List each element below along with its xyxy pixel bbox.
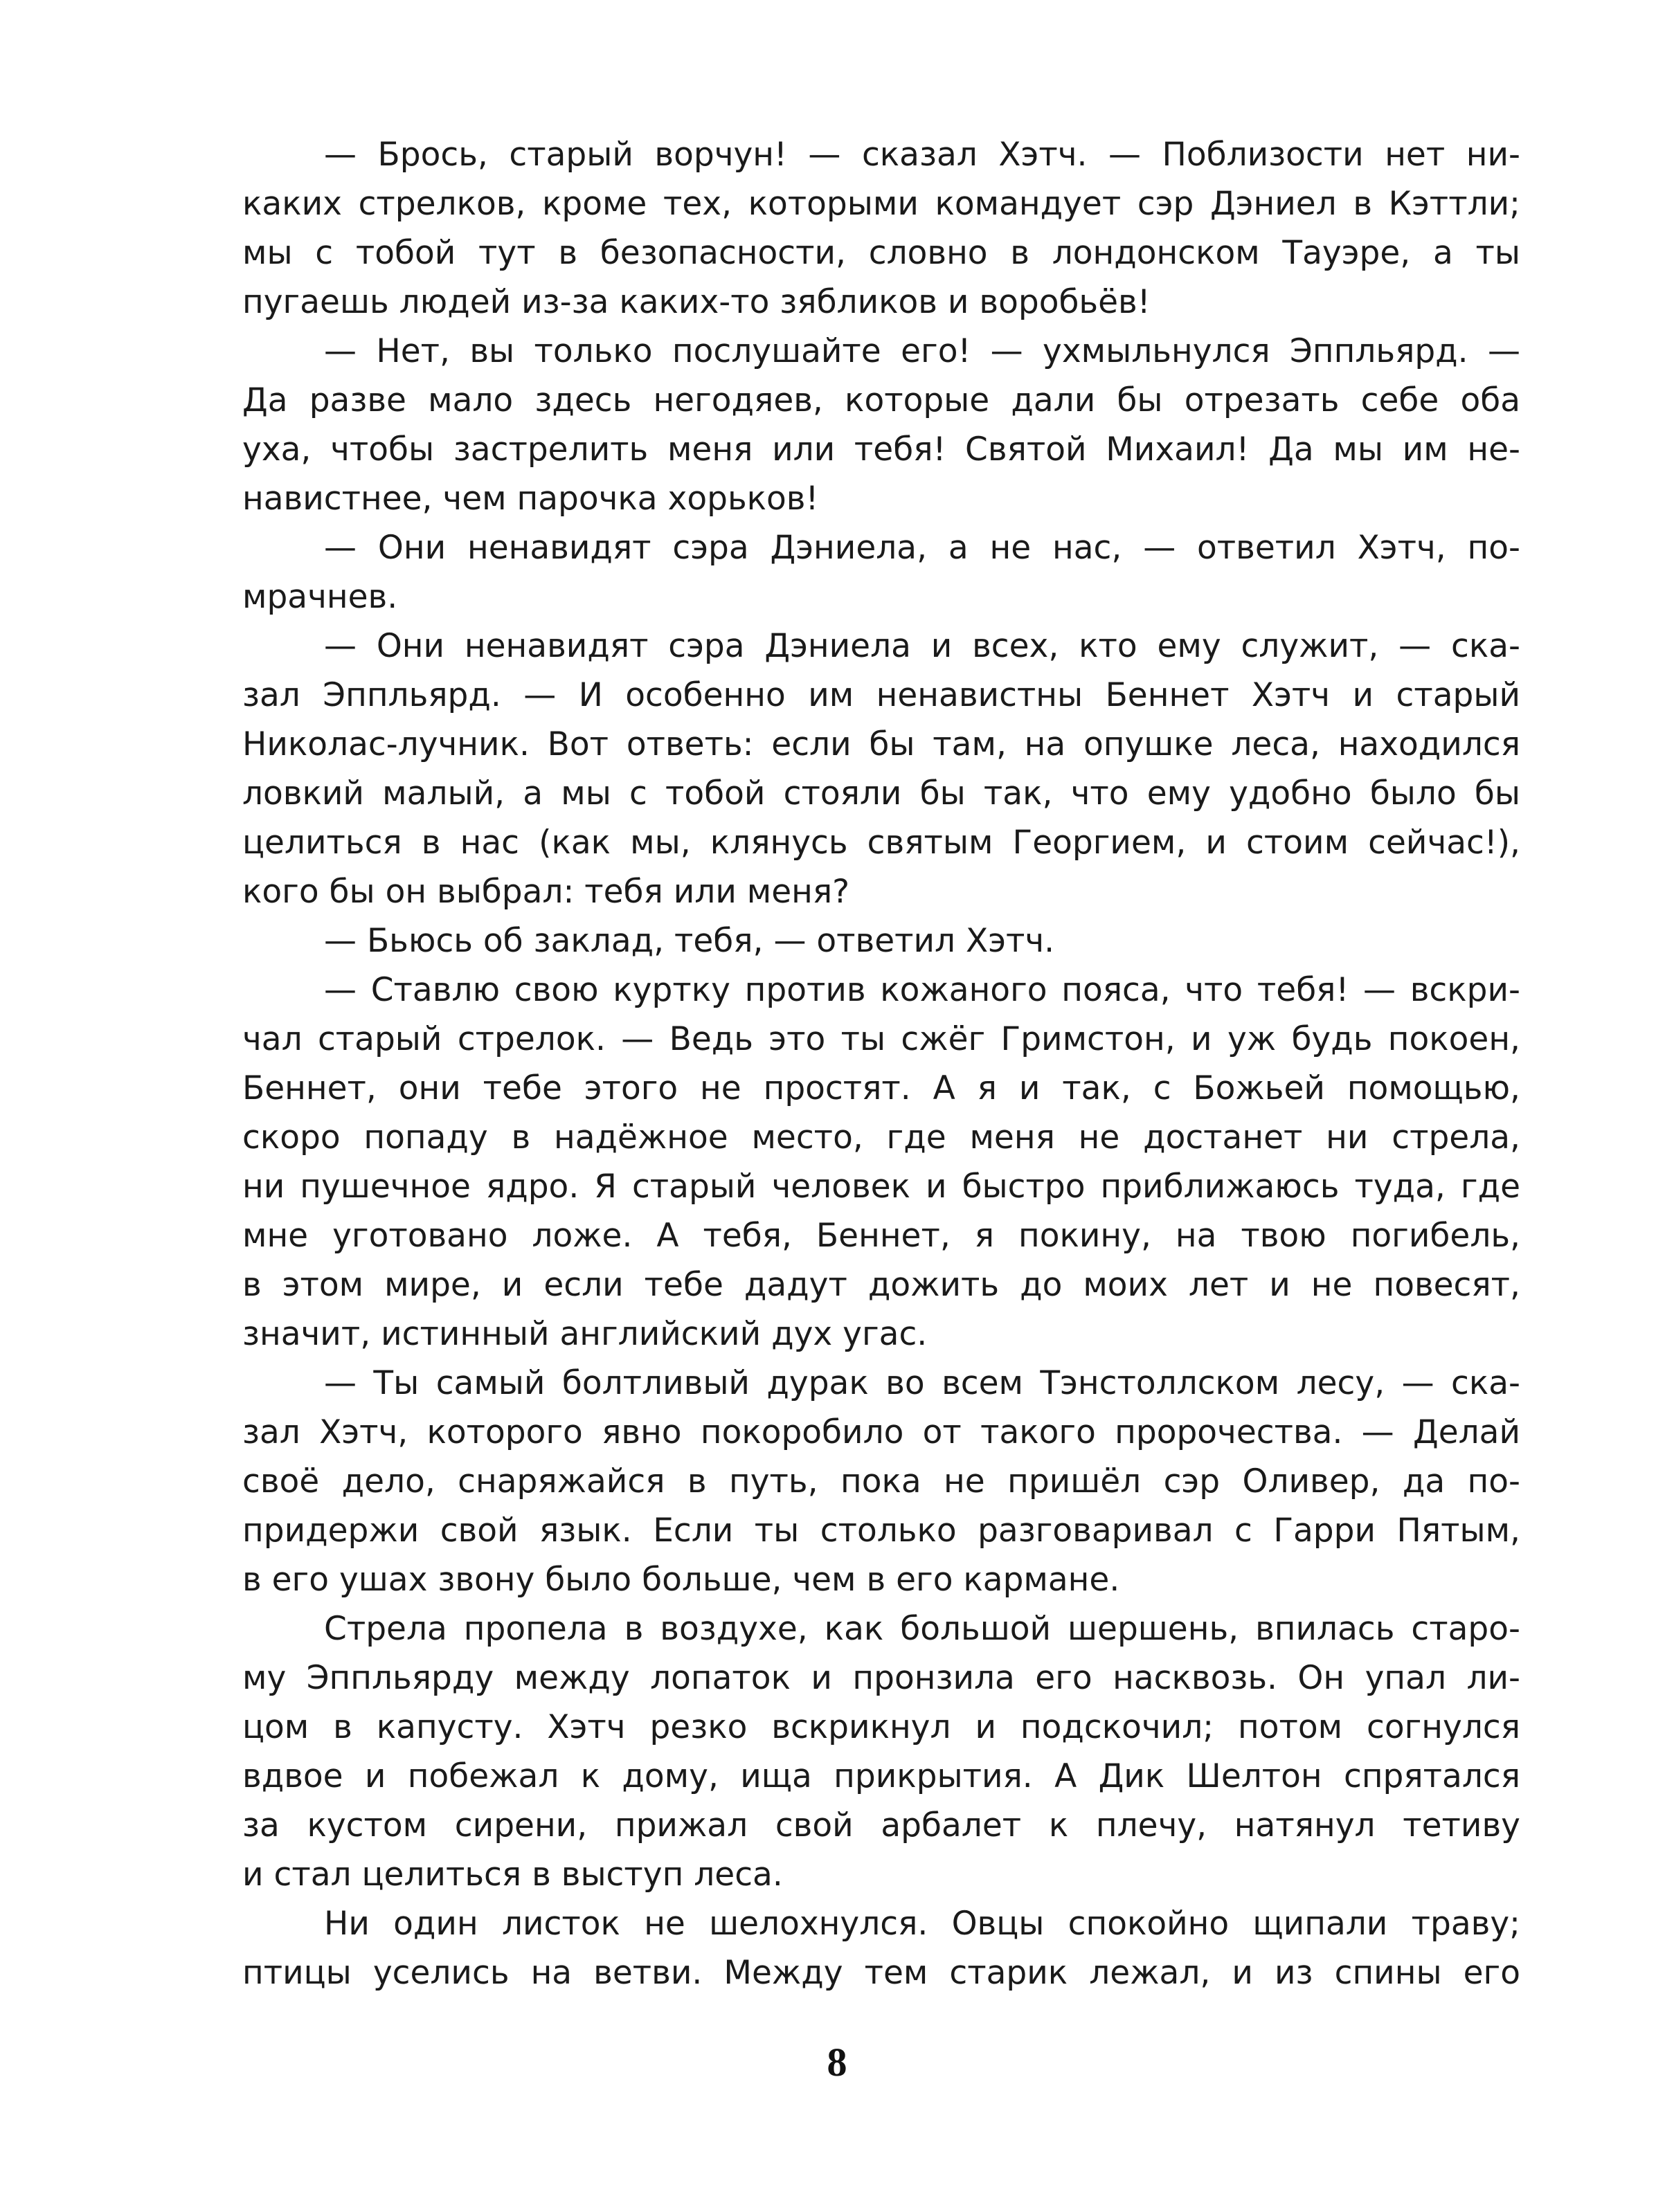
page-number: 8 [827,2040,847,2085]
text-line: мы с тобой тут в безопасности, словно в лондонском Тауэре, а ты [242,234,1520,272]
text-line: — Нет, вы только послушайте его! — ухмыльнулся Эппльярд. — [324,332,1520,370]
text-line: зал Хэтч, которого явно покоробило от такого пророчества. — Делай [242,1413,1520,1451]
paragraph [242,966,1520,1359]
text-line: придержи свой язык. Если ты столько разговаривал с Гарри Пятым, [242,1512,1520,1550]
text-line: птицы уселись на ветви. Между тем старик лежал, и из спины его [242,1954,1520,1992]
text-line: вдвое и побежал к дому, ища прикрытия. А Дик Шелтон спрятался [242,1757,1520,1795]
paragraph [242,916,1520,966]
paragraph [242,327,1520,523]
text-line: Стрела пропела в воздухе, как большой шершень, впилась старо- [324,1610,1520,1648]
text-line: целиться в нас (как мы, клянусь святым Георгием, и стоим сейчас!), [242,824,1520,862]
text-line: чал старый стрелок. — Ведь это ты сжёг Гримстон, и уж будь покоен, [242,1020,1520,1058]
text-line: и стал целиться в выступ леса. [242,1856,783,1894]
text-line: — Они ненавидят сэра Дэниела и всех, кто ему служит, — ска- [324,627,1520,665]
text-line: скоро попаду в надёжное место, где меня не достанет ни стрела, [242,1118,1520,1157]
text-line: ни пушечное ядро. Я старый человек и быстро приближаюсь туда, где [242,1168,1520,1206]
text-line: — Ставлю свою куртку против кожаного пояса, что тебя! — вскри- [324,971,1520,1009]
paragraph [242,1604,1520,1899]
text-line: — Ты самый болтливый дурак во всем Тэнстоллском лесу, — ска- [324,1364,1520,1402]
text-line: — Они ненавидят сэра Дэниела, а не нас, — ответил Хэтч, по- [324,529,1520,567]
paragraph [242,130,1520,327]
text-line: своё дело, снаряжайся в путь, пока не пришёл сэр Оливер, да по- [242,1462,1520,1501]
text-line: Да разве мало здесь негодяев, которые дали бы отрезать себе оба [242,381,1520,419]
text-line: мне уготовано ложе. А тебя, Беннет, я покину, на твою погибель, [242,1217,1520,1255]
text-line: в этом мире, и если тебе дадут дожить до моих лет и не повесят, [242,1266,1520,1304]
text-line: цом в капусту. Хэтч резко вскрикнул и подскочил; потом согнулся [242,1708,1520,1746]
text-line: зал Эппльярд. — И особенно им ненавистны Беннет Хэтч и старый [242,676,1520,714]
text-line: кого бы он выбрал: тебя или меня? [242,873,850,911]
text-line: ловкий малый, а мы с тобой стояли бы так, что ему удобно было бы [242,774,1520,813]
paragraph [242,1899,1520,1997]
text-line: — Брось, старый ворчун! — сказал Хэтч. — Поблизости нет ни- [324,136,1520,174]
paragraph [242,622,1520,916]
text-line: пугаешь людей из-за каких-то зябликов и воробьёв! [242,283,1151,321]
text-line: му Эппльярду между лопаток и пронзила его насквозь. Он упал ли- [242,1659,1520,1697]
text-line: Ни один листок не шелохнулся. Овцы спокойно щипали траву; [324,1905,1520,1943]
text-line: за кустом сирени, прижал свой арбалет к плечу, натянул тетиву [242,1806,1520,1844]
text-line: значит, истинный английский дух угас. [242,1315,928,1353]
paragraph [242,1359,1520,1604]
text-line: — Бьюсь об заклад, тебя, — ответил Хэтч. [324,922,1055,960]
text-line: Николас-лучник. Вот ответь: если бы там, на опушке леса, находился [242,725,1520,763]
text-line: в его ушах звону было больше, чем в его кармане. [242,1561,1120,1599]
text-line: Беннет, они тебе этого не простят. А я и так, с Божьей помощью, [242,1069,1520,1107]
text-line: каких стрелков, кроме тех, которыми командует сэр Дэниел в Кэттли; [242,185,1520,223]
paragraph [242,523,1520,622]
text-line: уха, чтобы застрелить меня или тебя! Святой Михаил! Да мы им не- [242,430,1520,469]
text-line: мрачнев. [242,578,398,616]
text-line: навистнее, чем парочка хорьков! [242,480,819,518]
book-page-text [242,130,1520,1997]
